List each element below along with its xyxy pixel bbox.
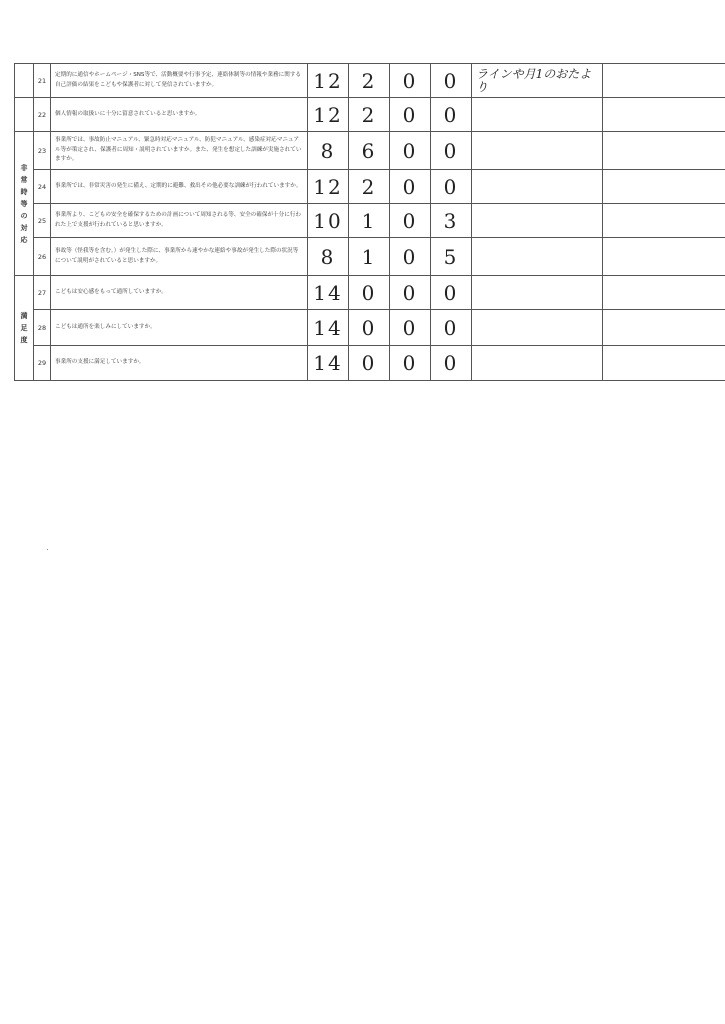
blank-cell: [603, 64, 725, 98]
blank-cell: [603, 170, 725, 204]
category-satisfaction: [15, 276, 34, 381]
question-text: 事業所では、事故防止マニュアル、緊急時対応マニュアル、防犯マニュアル、感染症対応マニュアル等が策定され、保護者に周知・説明されていますか。また、発生を想定した訓練が実施されていますか。: [51, 132, 308, 170]
category-emergency: [15, 132, 34, 276]
count-cell: 0: [390, 170, 431, 204]
question-number: 28: [34, 310, 51, 346]
count-cell: 0: [390, 132, 431, 170]
comment-cell: [472, 346, 603, 381]
count-cell: 3: [431, 204, 472, 238]
blank-cell: [603, 276, 725, 310]
count-cell: 12: [308, 98, 349, 132]
count-cell: 0: [390, 310, 431, 346]
count-cell: 0: [390, 64, 431, 98]
blank-cell: [603, 132, 725, 170]
category-cell-continued: [15, 98, 34, 132]
count-cell: 14: [308, 346, 349, 381]
count-cell: 12: [308, 64, 349, 98]
table-row: [15, 170, 725, 204]
category-label: 非常時等の対応: [20, 163, 28, 244]
question-number: 27: [34, 276, 51, 310]
count-cell: 0: [431, 276, 472, 310]
count-cell: 2: [349, 64, 390, 98]
count-cell: 0: [431, 310, 472, 346]
question-number: 29: [34, 346, 51, 381]
count-cell: 0: [431, 346, 472, 381]
count-cell: 8: [308, 238, 349, 276]
comment-cell: [472, 310, 603, 346]
count-cell: 12: [308, 170, 349, 204]
blank-cell: [603, 238, 725, 276]
question-text: 事業所の支援に満足していますか。: [51, 346, 308, 381]
count-cell: 0: [390, 204, 431, 238]
blank-cell: [603, 310, 725, 346]
table-row: [15, 276, 725, 310]
question-text: 事業所では、非常災害の発生に備え、定期的に避難、救出その他必要な訓練が行われていますか。: [51, 170, 308, 204]
count-cell: 0: [390, 98, 431, 132]
count-cell: 8: [308, 132, 349, 170]
comment-cell: [472, 276, 603, 310]
question-number: 22: [34, 98, 51, 132]
table-row: [15, 64, 725, 98]
comment-cell: [472, 132, 603, 170]
comment-cell: [472, 204, 603, 238]
count-cell: 14: [308, 310, 349, 346]
count-cell: 1: [349, 238, 390, 276]
comment-cell: ラインや月1のおたより: [472, 64, 603, 98]
scan-speck: [47, 549, 48, 550]
question-text: 定期的に通信やホームページ・SNS等で、活動概要や行事予定、連絡体制等の情報や業務に関する自己評価の結果をこどもや保護者に対して発信されていますか。: [51, 64, 308, 98]
count-cell: 5: [431, 238, 472, 276]
count-cell: 0: [390, 346, 431, 381]
table-row: [15, 98, 725, 132]
table-row: [15, 310, 725, 346]
table-row: [15, 204, 725, 238]
question-text: 事故等（怪我等を含む。）が発生した際に、事業所から速やかな連絡や事故が発生した際の状況等について説明がされていると思いますか。: [51, 238, 308, 276]
question-number: 21: [34, 64, 51, 98]
count-cell: 2: [349, 170, 390, 204]
question-text: こどもは通所を楽しみにしていますか。: [51, 310, 308, 346]
count-cell: 6: [349, 132, 390, 170]
count-cell: 0: [431, 170, 472, 204]
count-cell: 10: [308, 204, 349, 238]
count-cell: 14: [308, 276, 349, 310]
question-number: 25: [34, 204, 51, 238]
table-row: [15, 346, 725, 381]
count-cell: 2: [349, 98, 390, 132]
count-cell: 0: [431, 64, 472, 98]
count-cell: 0: [349, 346, 390, 381]
question-text: こどもは安心感をもって通所していますか。: [51, 276, 308, 310]
table-row: [15, 238, 725, 276]
table-row: [15, 132, 725, 170]
count-cell: 0: [349, 276, 390, 310]
question-number: 26: [34, 238, 51, 276]
comment-cell: [472, 238, 603, 276]
comment-cell: [472, 98, 603, 132]
blank-cell: [603, 346, 725, 381]
blank-cell: [603, 98, 725, 132]
question-text: 事業所より、こどもの安全を確保するための計画について周知される等、安全の確保が十分に行われた上で支援が行われていると思いますか。: [51, 204, 308, 238]
count-cell: 0: [431, 132, 472, 170]
count-cell: 0: [390, 238, 431, 276]
survey-table: [14, 63, 725, 381]
count-cell: 0: [349, 310, 390, 346]
question-text: 個人情報の取扱いに十分に留意されていると思いますか。: [51, 98, 308, 132]
category-label: 満足度: [20, 312, 28, 344]
category-cell-continued: [15, 64, 34, 98]
count-cell: 0: [431, 98, 472, 132]
count-cell: 1: [349, 204, 390, 238]
question-number: 23: [34, 132, 51, 170]
comment-cell: [472, 170, 603, 204]
blank-cell: [603, 204, 725, 238]
question-number: 24: [34, 170, 51, 204]
count-cell: 0: [390, 276, 431, 310]
